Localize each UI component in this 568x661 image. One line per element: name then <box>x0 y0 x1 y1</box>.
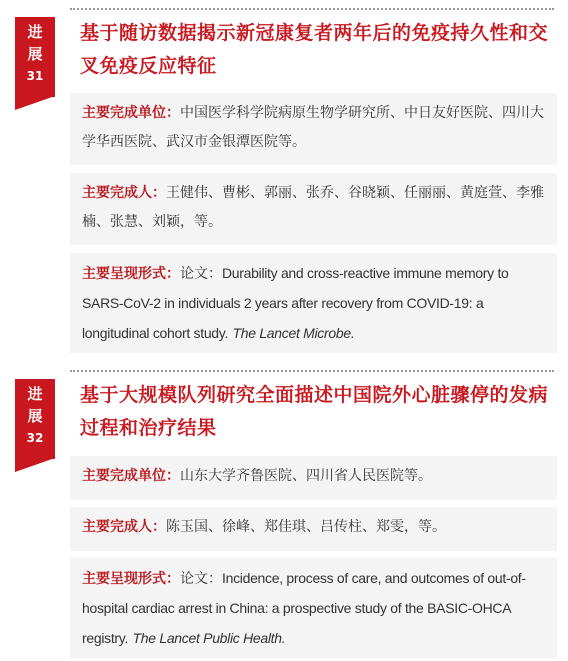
tag-char: 展 <box>27 407 43 425</box>
form-text: Incidence, process of care, and outcomes of out-of-hospital cardiac arrest in China: a prospective study of the BASIC-OHCA registry. <box>82 570 526 646</box>
people-panel <box>70 507 557 551</box>
unit-value: 山东大学齐鲁医院、四川省人民医院等。 <box>180 468 432 484</box>
people-label: 主要完成人： <box>82 519 166 535</box>
unit-label: 主要完成单位： <box>82 468 180 484</box>
tag-ribbon-tail <box>15 458 55 472</box>
form-label: 主要呈现形式： <box>82 266 180 282</box>
unit-panel <box>70 456 557 500</box>
form-panel <box>70 558 557 658</box>
people-value: 王健伟、曹彬、郭丽、张乔、谷晓颖、任丽丽、黄庭萱、李雅楠、张慧、刘颖，等。 <box>82 185 544 230</box>
form-prefix: 论文： <box>180 571 222 587</box>
tag-char: 进 <box>27 385 43 403</box>
people-label: 主要完成人： <box>82 185 166 201</box>
form-prefix: 论文： <box>180 266 222 282</box>
progress-number: 31 <box>26 69 44 83</box>
progress-title: 基于随访数据揭示新冠康复者两年后的免疫持久性和交叉免疫反应特征 <box>80 22 549 77</box>
form-panel <box>70 253 557 353</box>
people-panel <box>70 173 557 245</box>
people-value: 陈玉国、徐峰、郑佳琪、吕传柱、郑雯，等。 <box>166 519 446 535</box>
form-label: 主要呈现形式： <box>82 571 180 587</box>
form-journal: The Lancet Microbe. <box>232 325 355 341</box>
unit-value: 中国医学科学院病原生物学研究所、中日友好医院、四川大学华西医院、武汉市金银潭医院等。 <box>82 105 544 150</box>
progress-title: 基于大规模队列研究全面描述中国院外心脏骤停的发病过程和治疗结果 <box>80 384 549 439</box>
unit-label: 主要完成单位： <box>82 105 180 121</box>
progress-tag <box>15 17 55 97</box>
tag-ribbon-tail <box>15 96 55 110</box>
dotted-divider <box>70 8 554 10</box>
form-journal: The Lancet Public Health. <box>132 630 286 646</box>
tag-char: 展 <box>27 45 43 63</box>
dotted-divider <box>70 370 554 372</box>
progress-tag <box>15 379 55 459</box>
progress-number: 32 <box>26 431 44 445</box>
form-text: Durability and cross-reactive immune memory to SARS-CoV-2 in individuals 2 years after recovery from COVID-19: a longitudinal cohort study. <box>82 265 509 341</box>
unit-panel <box>70 93 557 165</box>
tag-char: 进 <box>27 23 43 41</box>
